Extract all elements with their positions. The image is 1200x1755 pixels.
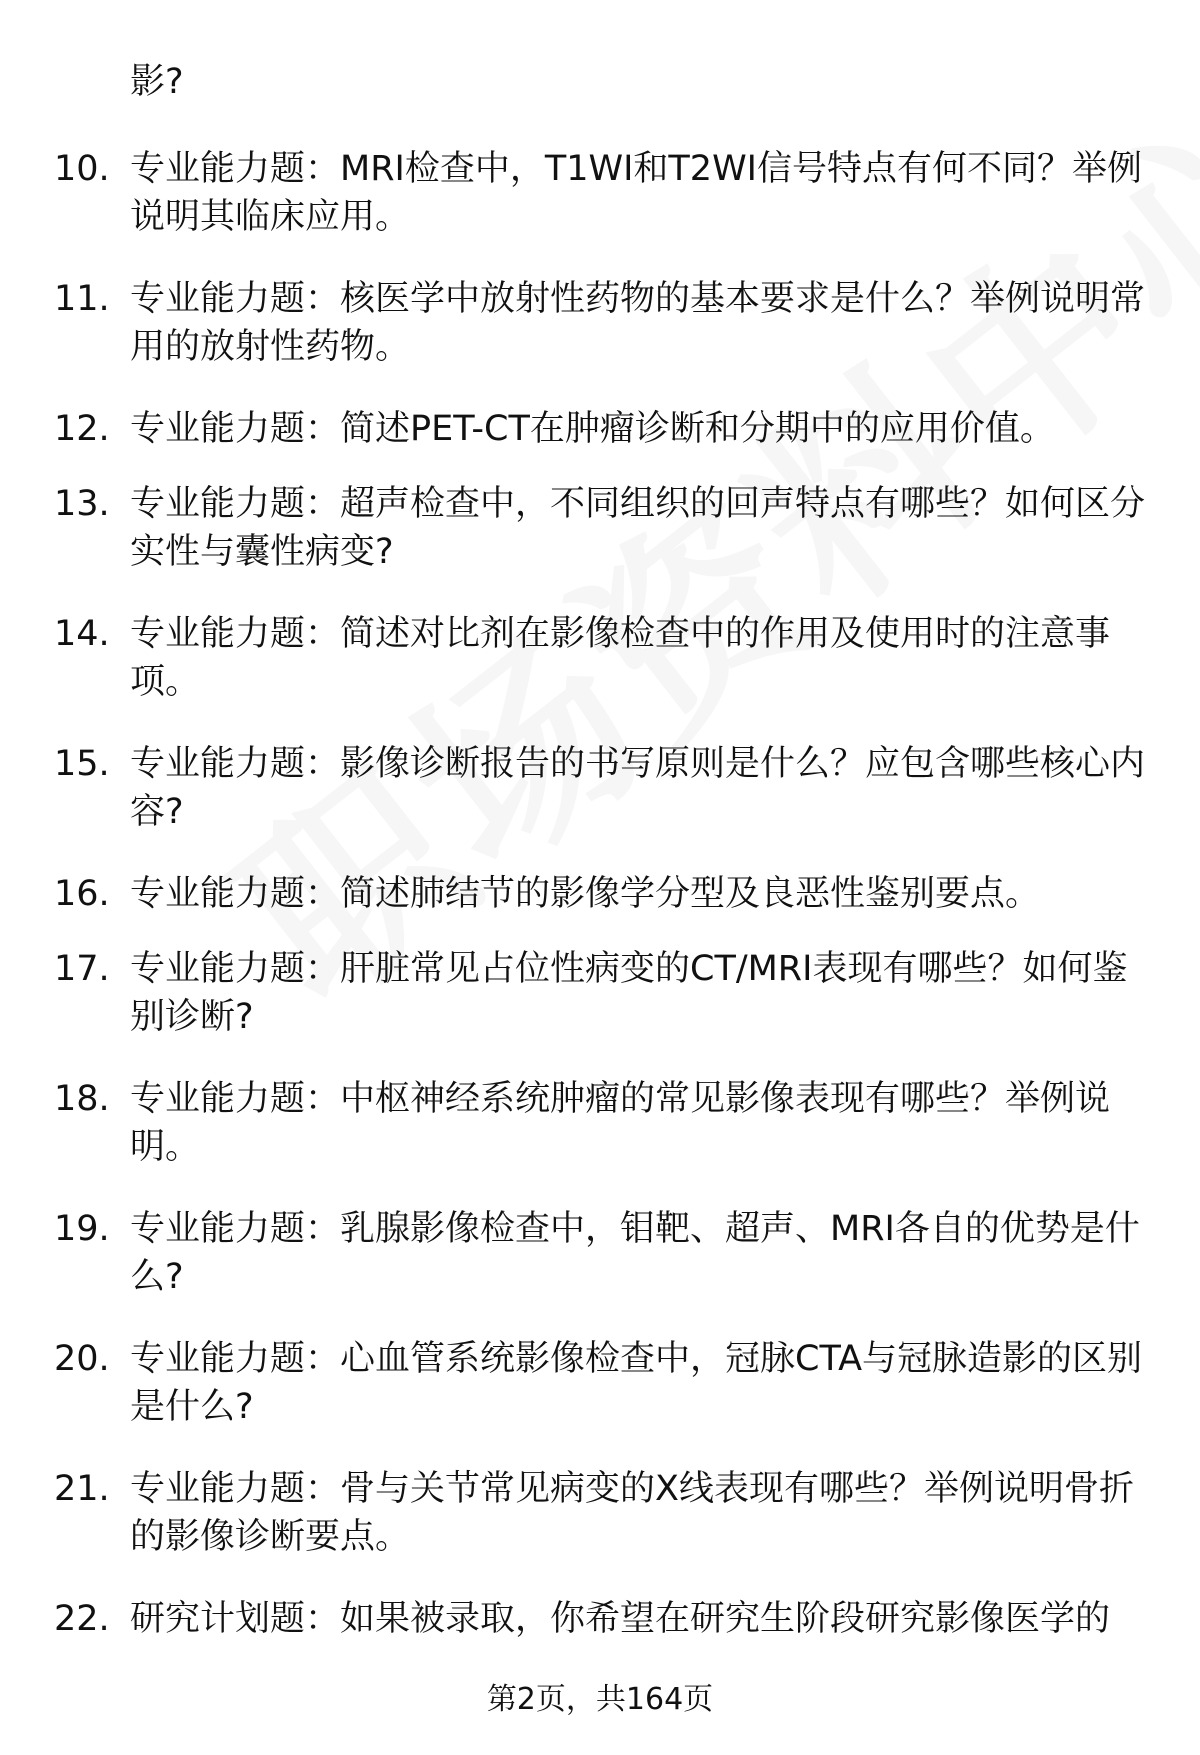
- question-item-16: [0, 870, 1200, 945]
- question-text: 专业能力题：影像诊断报告的书写原则是什么？应包含哪些核心内容?: [130, 744, 1146, 832]
- question-number: 13.: [54, 484, 110, 524]
- question-item-18: [0, 1075, 1200, 1205]
- page-footer: 第2页，共164页: [486, 1682, 714, 1717]
- question-text: 研究计划题：如果被录取，你希望在研究生阶段研究影像医学的: [130, 1599, 1111, 1639]
- question-item-20: [0, 1335, 1200, 1465]
- question-number: 19.: [54, 1209, 110, 1249]
- question-text: 专业能力题：核医学中放射性药物的基本要求是什么？举例说明常用的放射性药物。: [130, 279, 1146, 367]
- question-item-19: [0, 1205, 1200, 1335]
- question-number: 15.: [54, 744, 110, 784]
- question-text: 专业能力题：骨与关节常见病变的X线表现有哪些？举例说明骨折的影像诊断要点。: [130, 1469, 1134, 1557]
- question-number: 11.: [54, 279, 110, 319]
- question-number: 17.: [54, 949, 110, 989]
- question-number: 18.: [54, 1079, 110, 1119]
- question-item-15: [0, 740, 1200, 870]
- question-item-12: [0, 405, 1200, 480]
- question-text: 专业能力题：简述PET-CT在肿瘤诊断和分期中的应用价值。: [130, 409, 1055, 449]
- question-item-21: [0, 1465, 1200, 1595]
- question-item-17: [0, 945, 1200, 1075]
- question-item-11: [0, 275, 1200, 405]
- question-number: 22.: [54, 1599, 110, 1639]
- question-number: 16.: [54, 874, 110, 914]
- question-list: [0, 145, 1200, 1670]
- question-text: 专业能力题：简述对比剂在影像检查中的作用及使用时的注意事项。: [130, 614, 1111, 702]
- question-text: 专业能力题：乳腺影像检查中，钼靶、超声、MRI各自的优势是什么?: [130, 1209, 1140, 1297]
- question-number: 12.: [54, 409, 110, 449]
- question-number: 21.: [54, 1469, 110, 1509]
- question-number: 14.: [54, 614, 110, 654]
- question-item-14: [0, 610, 1200, 740]
- question-text: 专业能力题：简述肺结节的影像学分型及良恶性鉴别要点。: [130, 874, 1041, 914]
- question-item-10: [0, 145, 1200, 275]
- question-number: 20.: [54, 1339, 110, 1379]
- question-text: 专业能力题：心血管系统影像检查中，冠脉CTA与冠脉造影的区别是什么?: [130, 1339, 1143, 1427]
- question-text: 专业能力题：超声检查中，不同组织的回声特点有哪些？如何区分实性与囊性病变?: [130, 484, 1146, 572]
- question-item-13: [0, 480, 1200, 610]
- question-item-22: [0, 1595, 1200, 1670]
- question-text: 专业能力题：MRI检查中，T1WI和T2WI信号特点有何不同？举例说明其临床应用。: [130, 149, 1142, 237]
- carryover-text: 影?: [130, 62, 184, 102]
- question-text: 专业能力题：肝脏常见占位性病变的CT/MRI表现有哪些？如何鉴别诊断?: [130, 949, 1128, 1037]
- question-number: 10.: [54, 149, 110, 189]
- question-text: 专业能力题：中枢神经系统肿瘤的常见影像表现有哪些？举例说明。: [130, 1079, 1111, 1167]
